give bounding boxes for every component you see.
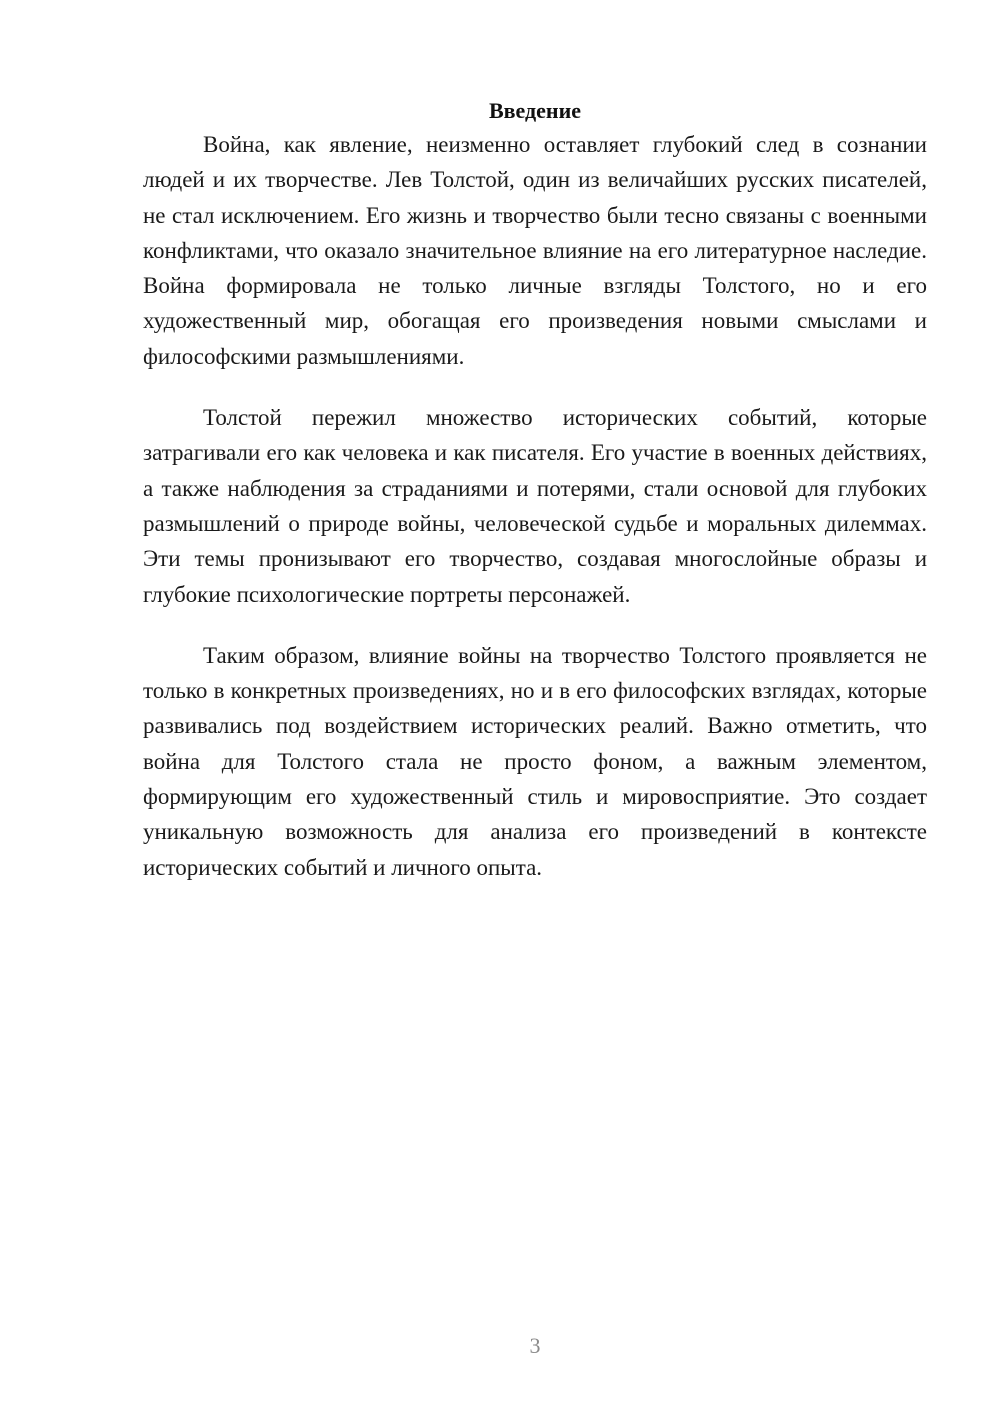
paragraph-1: Война, как явление, неизменно оставляет глубокий след в сознании людей и их творчестве. Лев Толстой, один из величайших русских писателей, не стал исключением. Его жизнь и творчество были тесно связаны с военными конфликтами, что оказало значительное влияние на его литературное наследие. Война формировала не только личные взгляды Толстого, но и его художественный мир, обогащая его произведения новыми смыслами и философскими размышлениями.: [143, 132, 927, 369]
paragraph-3: Таким образом, влияние войны на творчество Толстого проявляется не только в конкретных произведениях, но и в его философских взглядах, которые развивались под воздействием исторических реалий. Важно отметить, что война для Толстого стала не просто фоном, а важным элементом, формирующим его художественный стиль и мировосприятие. Это создает уникальную возможность для анализа его произведений в контексте исторических событий и личного опыта.: [143, 642, 927, 880]
page-number: 3: [529, 1333, 541, 1358]
section-heading: Введение: [488, 98, 582, 123]
paragraph-2: Толстой пережил множество исторических событий, которые затрагивали его как человека и как писателя. Его участие в военных действиях, а также наблюдения за страданиями и потерями, стали основой для глубоких размышлений о природе войны, человеческой судьбе и моральных дилеммах. Эти темы пронизывают его творчество, создавая многослойные образы и глубокие психологические портреты персонажей.: [143, 405, 927, 607]
page-content: [143, 95, 927, 911]
